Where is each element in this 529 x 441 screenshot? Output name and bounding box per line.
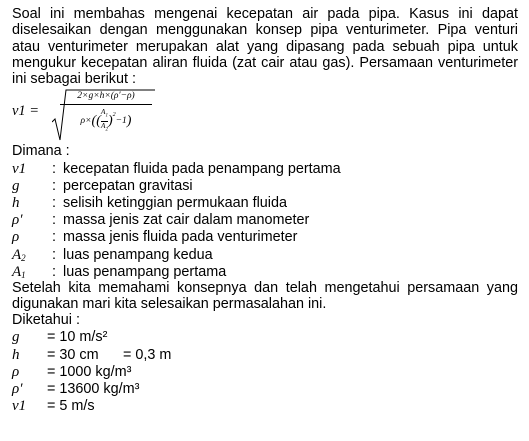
known-symbol: g xyxy=(12,329,20,346)
document-body xyxy=(12,6,518,415)
definition-row xyxy=(12,195,518,212)
definition-symbol xyxy=(12,161,52,178)
formula-numerator: 2×g×h×(ρ′−ρ) xyxy=(60,90,152,105)
known-row xyxy=(12,398,518,415)
definition-symbol xyxy=(12,195,52,212)
known-value: = 13600 kg/m³ xyxy=(47,380,140,397)
square-exponent: 2 xyxy=(112,112,116,119)
definition-text: massa jenis zat cair dalam manometer xyxy=(63,212,310,229)
known-value: = 30 cm xyxy=(47,346,99,363)
definition-symbol-text: ρ′ xyxy=(12,212,23,229)
venturi-formula xyxy=(12,89,518,143)
known-conversion: = 0,3 m xyxy=(123,346,172,363)
definition-symbol-text: g xyxy=(12,177,20,194)
definition-text: luas penampang pertama xyxy=(63,263,227,280)
definition-text: luas penampang kedua xyxy=(63,246,213,263)
area-ratio xyxy=(101,108,108,134)
known-value: = 1000 kg/m³ xyxy=(47,363,132,380)
formula-denominator: ρ×(( $\frac{A_1}{A_2}$ )$^2$−1) xyxy=(80,107,132,133)
known-list xyxy=(12,329,518,415)
formula-fraction xyxy=(60,90,152,134)
definition-symbol xyxy=(12,264,52,281)
known-title-text: Diketahui : xyxy=(12,312,80,329)
definition-colon: : xyxy=(52,212,56,229)
definition-text: percepatan gravitasi xyxy=(63,177,193,194)
definition-row xyxy=(12,247,518,264)
known-title xyxy=(12,312,518,329)
definition-list xyxy=(12,161,518,281)
definition-symbol xyxy=(12,212,52,229)
area-ratio-bottom: A xyxy=(100,120,106,130)
definition-row xyxy=(12,178,518,195)
closing-paragraph: Setelah kita memahami konsepnya dan telah mengetahui persamaan yang digunakan mari kita selesaikan permasalahan ini. xyxy=(12,279,518,312)
definition-row xyxy=(12,229,518,246)
known-value: = 5 m/s xyxy=(47,398,95,415)
definition-symbol-text: A xyxy=(12,246,22,263)
formula-lhs: v1 = xyxy=(12,103,40,120)
known-symbol: ρ′ xyxy=(12,380,23,397)
known-symbol: h xyxy=(12,346,20,363)
definition-row xyxy=(12,212,518,229)
known-row xyxy=(12,347,518,364)
known-row xyxy=(12,364,518,381)
formula-minus-one: −1 xyxy=(115,116,127,127)
definition-colon: : xyxy=(52,263,56,280)
definition-symbol-text: h xyxy=(12,195,20,212)
formula-den-rho: ρ× xyxy=(80,116,92,127)
where-title xyxy=(12,143,518,160)
definition-colon: : xyxy=(52,246,56,263)
definition-symbol-text: ρ xyxy=(12,229,20,246)
area-ratio-top: A xyxy=(100,107,106,117)
definition-row xyxy=(12,264,518,281)
known-symbol: v1 xyxy=(12,398,27,415)
area-ratio-bottom-sub: 2 xyxy=(105,127,108,133)
definition-row xyxy=(12,161,518,178)
definition-symbol-sub: 2 xyxy=(21,252,26,263)
definition-symbol-text: v1 xyxy=(12,160,27,177)
area-ratio-top-sub: 1 xyxy=(105,113,108,119)
known-symbol: ρ xyxy=(12,363,20,380)
definition-symbol xyxy=(12,178,52,195)
definition-colon: : xyxy=(52,195,56,212)
definition-symbol-sub: 1 xyxy=(21,269,26,280)
known-value: = 10 m/s² xyxy=(47,329,108,346)
definition-text: kecepatan fluida pada penampang pertama xyxy=(63,160,341,177)
known-row xyxy=(12,381,518,398)
definition-colon: : xyxy=(52,177,56,194)
definition-text: massa jenis fluida pada venturimeter xyxy=(63,229,298,246)
definition-symbol-text: A xyxy=(12,263,22,280)
definition-symbol xyxy=(12,229,52,246)
known-row xyxy=(12,329,518,346)
intro-paragraph: Soal ini membahas mengenai kecepatan air pada pipa. Kasus ini dapat diselesaikan dengan menggunakan konsep pipa venturimeter. Pipa venturi atau venturimeter merupakan alat yang dipasang pada sebuah pipa untuk mengukur kecepatan aliran fluida (zat cair atau gas). Persamaan venturimeter ini sebagai berikut : xyxy=(12,6,518,88)
definition-text: selisih ketinggian permukaan fluida xyxy=(63,195,287,212)
definition-colon: : xyxy=(52,160,56,177)
where-title-text: Dimana : xyxy=(12,143,70,160)
definition-symbol xyxy=(12,247,52,264)
definition-colon: : xyxy=(52,229,56,246)
